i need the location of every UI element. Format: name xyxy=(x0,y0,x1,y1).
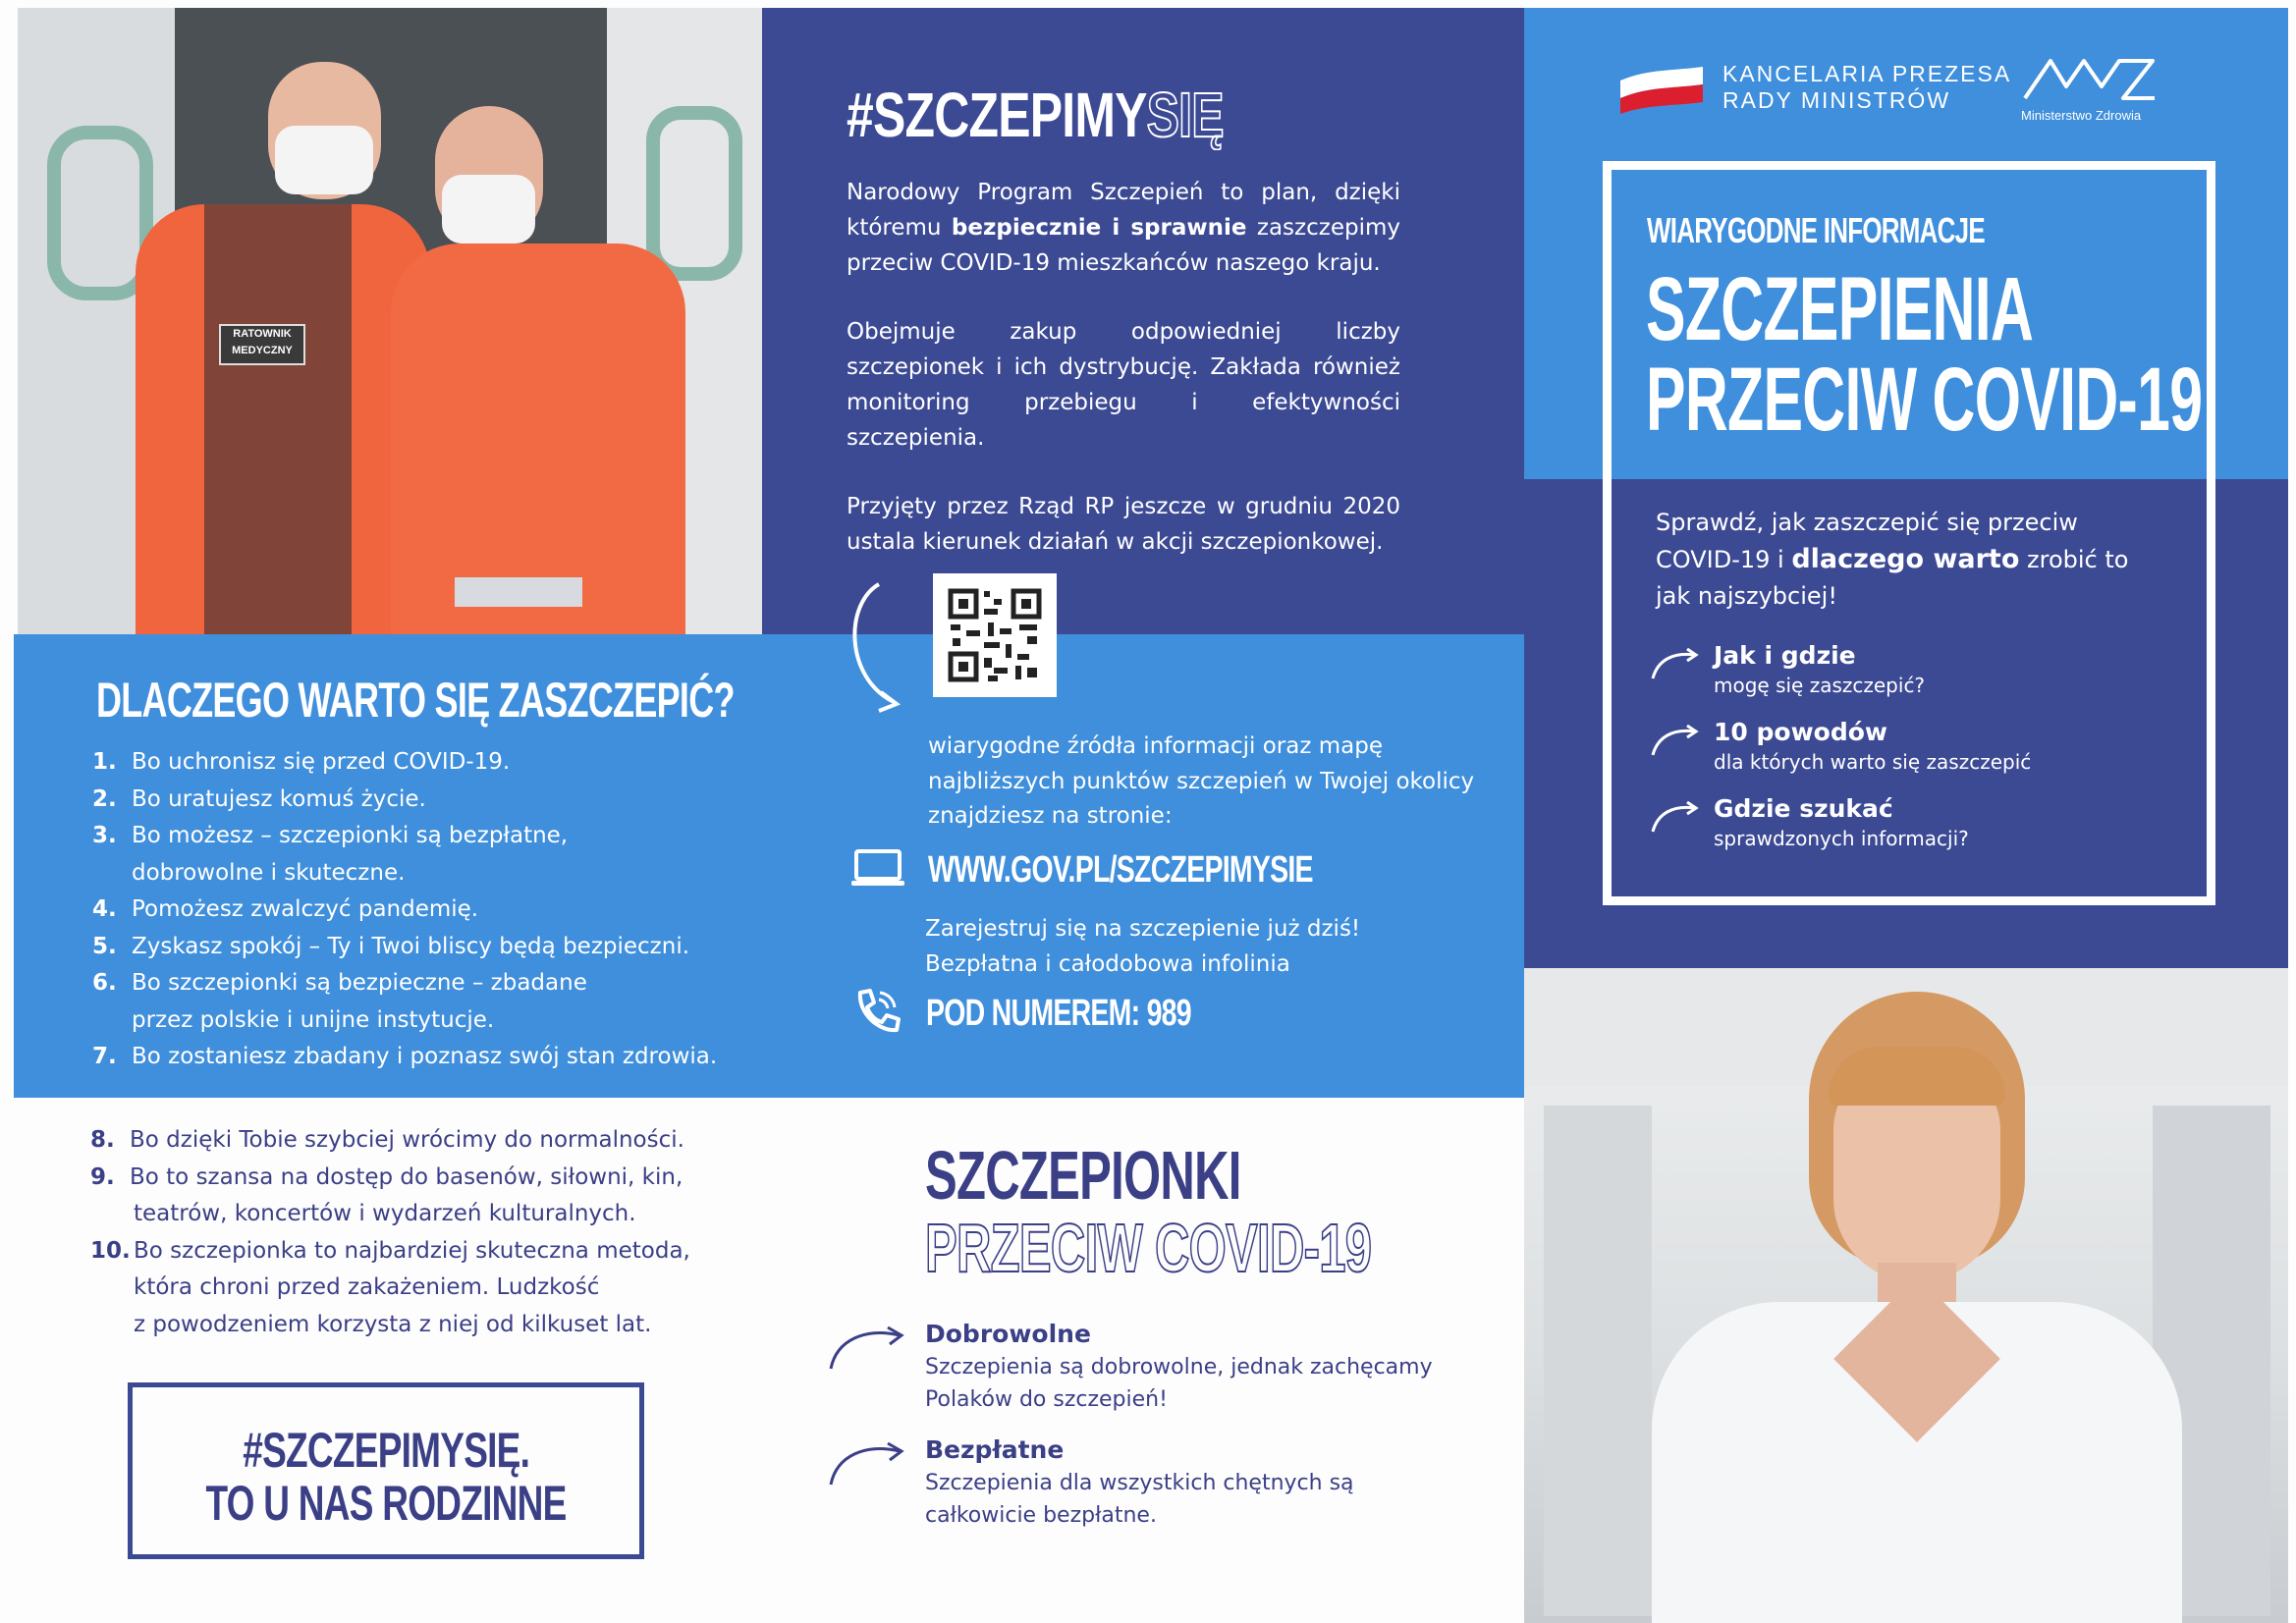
register-text xyxy=(925,911,1360,982)
reason-text-5: Zyskasz spokój – Ty i Twoi bliscy będą bezpieczni. xyxy=(132,933,690,959)
website-url[interactable]: WWW.GOV.PL/SZCZEPIMYSIE xyxy=(928,849,1313,891)
cover-bullet-3[interactable] xyxy=(1714,793,1969,852)
reason-text-4: Pomożesz zwalczyć pandemię. xyxy=(132,896,479,922)
info-paragraph: wiarygodne źródła informacji oraz mapę najbliższych punktów szczepień w Twojej okolicy znajdziesz na stronie: xyxy=(928,733,1475,829)
hashtag-light: SIĘ xyxy=(1146,80,1224,150)
voluntary-block xyxy=(925,1318,1475,1416)
cover-bullet-1[interactable] xyxy=(1714,640,1925,699)
reason-num-9: 9. xyxy=(90,1163,115,1190)
cover-check-paragraph xyxy=(1656,505,2147,615)
arrow-icon-voluntary xyxy=(827,1324,907,1373)
cover-title-2: PRZECIW COVID-19 xyxy=(1646,350,2203,450)
hospital-shelf-left xyxy=(1544,1106,1652,1616)
slogan-line-1-wrap xyxy=(133,1423,639,1478)
reason-text-3: Bo możesz – szczepionki są bezpłatne, xyxy=(132,823,569,848)
reason-text-2: Bo uratujesz komuś życie. xyxy=(132,785,426,812)
cover-check-before: Sprawdź, jak zaszczepić się przeciw COVID-19 i xyxy=(1656,509,2078,573)
intro-p1-after: zaszczepimy przeciw COVID-19 mieszkańców naszego kraju. xyxy=(847,215,1400,276)
reason-num-4: 4. xyxy=(92,896,117,922)
register-line-2: Bezpłatna i całodobowa infolinia xyxy=(925,951,1290,977)
reason-text-1: Bo uchronisz się przed COVID-19. xyxy=(132,749,511,775)
cover-title-1: SZCZEPIENIA xyxy=(1646,259,2034,359)
reason-item-9-cont: teatrów, koncertów i wydarzeń kulturalnych. xyxy=(134,1201,636,1226)
reason-num-8: 8. xyxy=(90,1127,115,1153)
arrow-icon-ten-reasons xyxy=(1650,723,1701,758)
reason-item-3 xyxy=(92,818,740,855)
arrow-icon-how-where xyxy=(1650,646,1701,681)
reliable-info-label: WIARYGODNE INFORMACJE xyxy=(1647,210,1985,250)
medic-badge-line1: RATOWNIK xyxy=(233,328,292,340)
medic-badge xyxy=(219,324,305,365)
reason-num-6: 6. xyxy=(92,970,117,996)
hashtag-main: #SZCZEPIMY xyxy=(847,80,1147,150)
reason-num-2: 2. xyxy=(92,785,117,812)
qr-code-icon xyxy=(933,573,1057,697)
slogan-line-2: TO U NAS RODZINNE xyxy=(205,1476,567,1531)
intro-paragraph-3: Przyjęty przez Rząd RP jeszcze w grudniu 2020 ustala kierunek działań w akcji szczepionkowej. xyxy=(847,494,1400,555)
intro-paragraph-2: Obejmuje zakup odpowiedniej liczby szczepionek i ich dystrybucję. Zakłada również monitoring przebiegu i efektywności szczepienia. xyxy=(847,319,1400,451)
reason-item-6-cont: przez polskie i unijne instytucje. xyxy=(132,1006,495,1033)
curved-arrow-icon xyxy=(840,579,918,717)
reason-item-3-cont: dobrowolne i skuteczne. xyxy=(132,859,406,886)
qr-code[interactable] xyxy=(933,573,1057,697)
intro-text xyxy=(847,175,1400,560)
kprm-logo-text xyxy=(1722,61,2011,114)
voluntary-text-1: Szczepienia są dobrowolne, jednak zachęcamy xyxy=(925,1355,1433,1380)
vaccines-title-1: SZCZEPIONKI xyxy=(925,1137,1241,1214)
medic-2-mask xyxy=(442,175,535,243)
cover-check-bold: dlaczego warto xyxy=(1791,544,2020,574)
ambulance-logo-right xyxy=(646,106,742,281)
polish-flag-logo xyxy=(1618,65,1705,114)
free-title: Bezpłatne xyxy=(925,1435,1065,1464)
reason-num-1: 1. xyxy=(92,749,117,775)
cover-bullet-1-sub: mogę się zaszczepić? xyxy=(1714,674,1926,697)
reason-text-9: Bo to szansa na dostęp do basenów, siłowni, kin, xyxy=(130,1163,683,1190)
vaccines-title-2: PRZECIW COVID-19 xyxy=(925,1210,1372,1286)
slogan-box xyxy=(128,1382,644,1559)
reason-item-5 xyxy=(92,929,740,966)
cover-bullet-3-title: Gdzie szukać xyxy=(1714,794,1893,823)
reason-num-3: 3. xyxy=(92,823,117,848)
register-line-1: Zarejestruj się na szczepienie już dziś! xyxy=(925,916,1361,942)
reason-item-4 xyxy=(92,892,740,929)
cover-check-text xyxy=(1656,505,2147,615)
reasons-title: DLACZEGO WARTO SIĘ ZASZCZEPIĆ? xyxy=(96,673,735,728)
info-text xyxy=(928,730,1478,835)
free-block xyxy=(925,1434,1475,1532)
cover-bullet-1-title: Jak i gdzie xyxy=(1714,641,1856,670)
free-text-1: Szczepienia dla wszystkich chętnych są xyxy=(925,1471,1354,1495)
reasons-list-bottom xyxy=(90,1122,758,1343)
arrow-icon-free xyxy=(827,1439,907,1488)
reasons-list-top xyxy=(92,744,740,1076)
reason-item-1 xyxy=(92,744,740,782)
mz-logo-icon xyxy=(2021,55,2159,102)
nurse-bangs xyxy=(1829,1047,2005,1106)
phone-number[interactable]: POD NUMEREM: 989 xyxy=(926,993,1191,1034)
reflective-stripe xyxy=(455,577,582,607)
reason-num-7: 7. xyxy=(92,1044,117,1069)
reason-text-6: Bo szczepionki są bezpieczne – zbadane xyxy=(132,970,587,996)
reason-item-2 xyxy=(92,782,740,819)
intro-p1-before: Narodowy Program Szczepień to plan, dzięki któremu xyxy=(847,180,1400,241)
cover-bullet-3-sub: sprawdzonych informacji? xyxy=(1714,827,1969,850)
voluntary-text-2: Polaków do szczepień! xyxy=(925,1387,1168,1412)
slogan-line-1: #SZCZEPIMYSIĘ. xyxy=(243,1423,529,1478)
voluntary-title: Dobrowolne xyxy=(925,1320,1091,1348)
reason-item-8 xyxy=(90,1122,758,1160)
kprm-line-1: KANCELARIA PREZESA xyxy=(1722,61,2012,86)
arrow-icon-where-search xyxy=(1650,799,1701,835)
reason-text-10: Bo szczepionka to najbardziej skuteczna metoda, xyxy=(134,1237,690,1264)
cover-bullet-2-sub: dla których warto się zaszczepić xyxy=(1714,750,2032,774)
nurse-photo xyxy=(1524,968,2288,1623)
cover-bullet-2-title: 10 powodów xyxy=(1714,718,1888,746)
reason-text-7: Bo zostaniesz zbadany i poznasz swój stan zdrowia. xyxy=(132,1044,718,1069)
reason-num-5: 5. xyxy=(92,933,117,959)
intro-paragraph-1 xyxy=(847,175,1400,281)
medic-1-jacket-shadow xyxy=(204,204,352,634)
reason-item-10 xyxy=(90,1233,758,1271)
medics-photo xyxy=(18,8,762,634)
reason-text-8: Bo dzięki Tobie szybciej wrócimy do normalności. xyxy=(130,1127,684,1153)
kprm-line-2: RADY MINISTRÓW xyxy=(1722,87,1951,113)
medic-1-mask xyxy=(275,126,373,194)
phone-icon xyxy=(850,987,902,1038)
free-text-2: całkowicie bezpłatne. xyxy=(925,1503,1157,1528)
slogan-line-2-wrap xyxy=(133,1476,639,1531)
reason-item-9 xyxy=(90,1160,758,1197)
cover-bullet-2[interactable] xyxy=(1714,717,2031,776)
reason-item-7 xyxy=(92,1039,740,1076)
cover-check-after: zrobić to jak najszybciej! xyxy=(1656,546,2129,610)
reason-item-10-cont-1: która chroni przed zakażeniem. Ludzkość xyxy=(134,1274,600,1300)
hashtag-title xyxy=(847,81,1224,149)
medic-badge-line2: MEDYCZNY xyxy=(232,345,293,356)
reason-num-10: 10. xyxy=(90,1237,131,1264)
mz-logo-text: Ministerstwo Zdrowia xyxy=(2021,108,2142,123)
reason-item-10-cont-2: z powodzeniem korzysta z niej od kilkuset lat. xyxy=(134,1311,652,1337)
medic-2-jacket xyxy=(391,243,685,634)
reason-item-6 xyxy=(92,965,740,1002)
laptop-icon xyxy=(850,848,905,888)
intro-p1-bold: bezpiecznie i sprawnie xyxy=(951,215,1247,241)
